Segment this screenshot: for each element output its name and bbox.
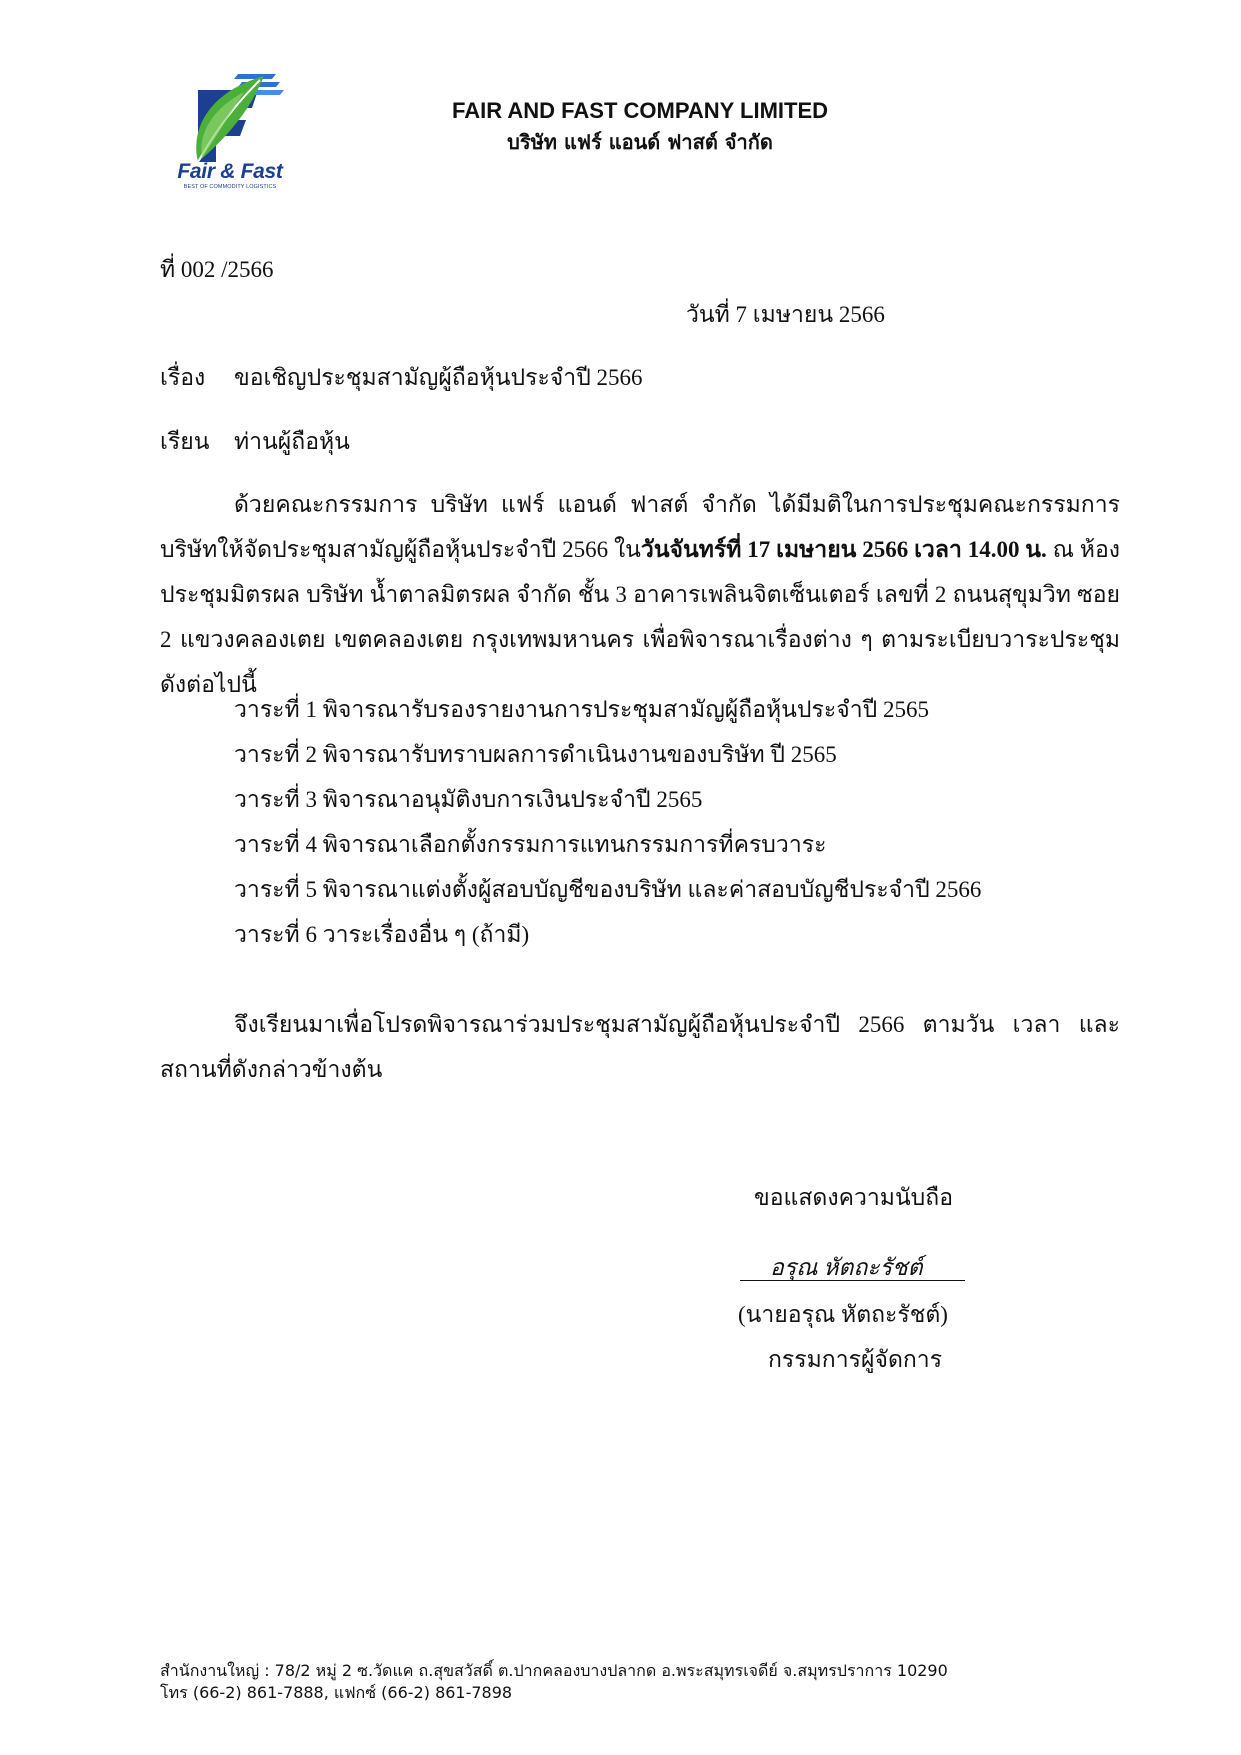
body-text-part1: ด้วยคณะกรรมการ บริษัท แฟร์ แอนด์ ฟาสต์ จำกัด ได้มีมติในการประชุมคณะกรรมการบริษัทให้จัดประชุมสามัญผู้ถือหุ้นประจำปี 2566 ใน [160, 492, 1120, 562]
footer-contact: โทร (66-2) 861-7888, แฟกซ์ (66-2) 861-7898 [160, 1683, 513, 1702]
brand-tagline: BEST OF COMMODITY LOGISTICS [183, 184, 277, 190]
agenda-item: วาระที่ 5 พิจารณาแต่งตั้งผู้สอบบัญชีของบริษัท และค่าสอบบัญชีประจำปี 2566 [234, 877, 982, 902]
document-reference: ที่ 002 /2566 [160, 257, 274, 282]
letter-date: วันที่ 7 เมษายน 2566 [686, 302, 885, 327]
agenda-item: วาระที่ 6 วาระเรื่องอื่น ๆ (ถ้ามี) [234, 922, 530, 947]
signer-title: กรรมการผู้จัดการ [768, 1347, 943, 1372]
company-name-english: FAIR AND FAST COMPANY LIMITED [451, 98, 829, 123]
recipient-label: เรียน [160, 429, 210, 454]
agenda-item: วาระที่ 3 พิจารณาอนุมัติงบการเงินประจำปี 2565 [234, 787, 703, 812]
closing-paragraph-text: จึงเรียนมาเพื่อโปรดพิจารณาร่วมประชุมสามัญผู้ถือหุ้นประจำปี 2566 ตามวัน เวลา และสถานที่ดังกล่าวข้างต้น [160, 1012, 1120, 1082]
meeting-datetime: วันจันทร์ที่ 17 เมษายน 2566 เวลา 14.00 น. [640, 537, 1047, 562]
logo-text [168, 160, 292, 191]
closing-paragraph [160, 1002, 1120, 1092]
company-name-thai: บริษัท แฟร์ แอนด์ ฟาสต์ จำกัด [507, 130, 773, 154]
footer [160, 1660, 948, 1704]
signer-name: (นายอรุณ หัตถะรัชต์) [738, 1302, 948, 1327]
signature: อรุณ หัตถะรัชต์ [770, 1255, 923, 1280]
subject-text: ขอเชิญประชุมสามัญผู้ถือหุ้นประจำปี 2566 [234, 365, 643, 390]
body-text-part2: ณ ห้องประชุมมิตรผล บริษัท น้ำตาลมิตรผล จำกัด ชั้น 3 อาคารเพลินจิตเซ็นเตอร์ เลขที่ 2 ถนนสุขุมวิท ซอย 2 แขวงคลองเตย เขตคลองเตย กรุงเทพมหานคร เพื่อพิจารณาเรื่องต่าง ๆ ตามระเบียบวาระประชุมดังต่อไปนี้ [160, 537, 1120, 697]
agenda-list [234, 687, 981, 957]
subject-label: เรื่อง [160, 365, 206, 390]
brand-name: Fair & Fast [177, 160, 283, 183]
leaf-logo-icon [168, 70, 292, 165]
footer-address: สำนักงานใหญ่ : 78/2 หมู่ 2 ซ.วัดแค ถ.สุขสวัสดิ์ ต.ปากคลองบางปลากด อ.พระสมุทรเจดีย์ จ.สมุทรปราการ 10290 [160, 1661, 948, 1680]
agenda-item: วาระที่ 2 พิจารณารับทราบผลการดำเนินงานของบริษัท ปี 2565 [234, 742, 837, 767]
agenda-item: วาระที่ 1 พิจารณารับรองรายงานการประชุมสามัญผู้ถือหุ้นประจำปี 2565 [234, 697, 929, 722]
body-paragraph [160, 482, 1120, 707]
recipient-text: ท่านผู้ถือหุ้น [234, 429, 350, 454]
closing-salutation: ขอแสดงความนับถือ [754, 1185, 954, 1210]
agenda-item: วาระที่ 4 พิจารณาเลือกตั้งกรรมการแทนกรรมการที่ครบวาระ [234, 832, 827, 857]
signature-line [740, 1280, 965, 1281]
